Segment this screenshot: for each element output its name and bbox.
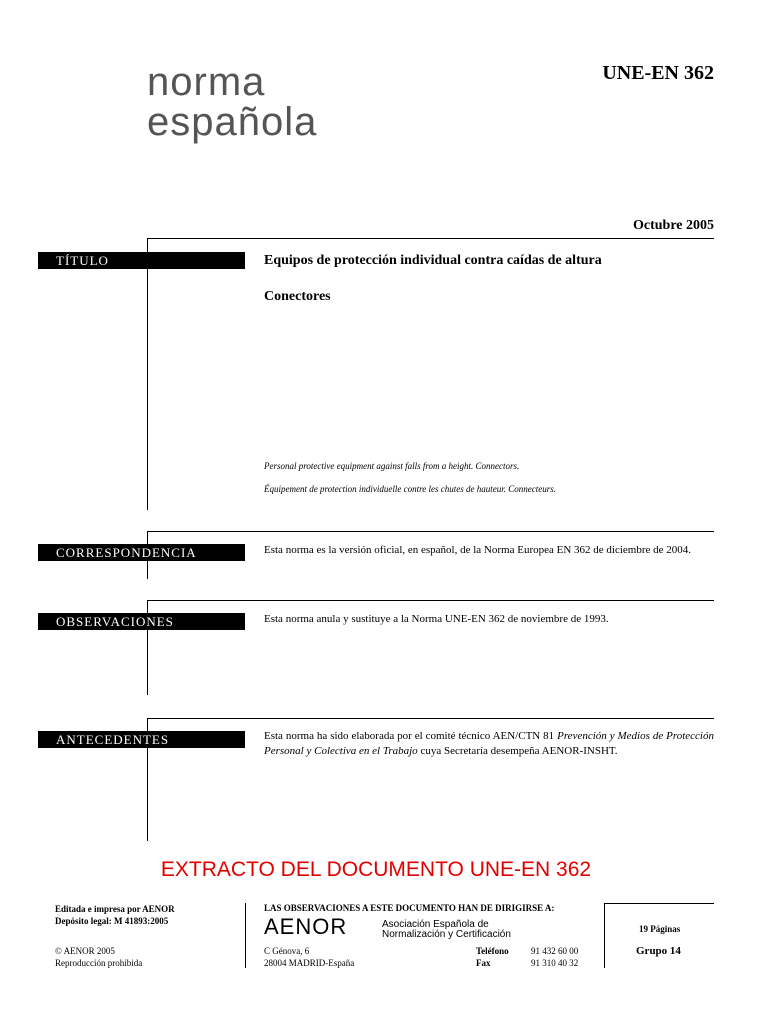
subtitle-spanish: Conectores [264, 289, 331, 304]
pages-box [604, 903, 714, 968]
section-rule-correspondencia [147, 531, 714, 532]
phone-label: Teléfono [476, 946, 509, 956]
title-english: Personal protective equipment against falls from a height. Connectors. [264, 461, 520, 471]
address-city: 28004 MADRID-España [264, 958, 355, 968]
fax-label: Fax [476, 958, 491, 968]
association-name [382, 920, 511, 940]
antecedentes-text-pre: Esta norma ha sido elaborada por el comité técnico AEN/CTN 81 [264, 730, 558, 742]
page-count: 19 Páginas [639, 924, 681, 934]
phone-number: 91 432 60 00 [531, 946, 579, 956]
norma-word: norma [147, 60, 266, 104]
standard-code: UNE-EN 362 [602, 62, 714, 84]
extract-banner: EXTRACTO DEL DOCUMENTO UNE-EN 362 [160, 858, 592, 881]
antecedentes-text-post: cuya Secretaría desempeña AENOR-INSHT. [417, 745, 618, 757]
antecedentes-text [264, 729, 714, 759]
association-line2: Normalización y Certificación [382, 929, 511, 940]
title-spanish: Equipos de protección individual contra caídas de altura [264, 253, 602, 268]
label-observaciones: OBSERVACIONES [38, 613, 245, 630]
title-french: Équipement de protection individuelle contre les chutes de hauteur. Connecteurs. [264, 484, 557, 494]
association-line1: Asociación Española de [382, 919, 489, 930]
aenor-logo: AENOR [264, 914, 348, 939]
section-vline-titulo [147, 238, 148, 510]
section-rule-antecedentes [147, 718, 714, 719]
footer-separator [245, 903, 246, 968]
observaciones-text: Esta norma anula y sustituye a la Norma UNE-EN 362 de noviembre de 1993. [264, 613, 609, 625]
fax-number: 91 310 40 32 [531, 958, 579, 968]
correspondencia-text: Esta norma es la versión oficial, en español, de la Norma Europea EN 362 de diciembre de 2004. [264, 544, 692, 556]
observations-heading: LAS OBSERVACIONES A ESTE DOCUMENTO HAN DE DIRIGIRSE A: [264, 903, 555, 913]
label-titulo: TÍTULO [38, 252, 245, 269]
footer-copyright: © AENOR 2005 [55, 946, 115, 956]
footer-edited: Editada e impresa por AENOR [55, 904, 175, 914]
espanola-word: española [147, 100, 318, 144]
footer-deposit: Depósito legal: M 41893:2005 [55, 916, 169, 926]
address-street: C Génova, 6 [264, 946, 310, 956]
antecedentes-committee-name: Prevención y Medios de Protección Personal y Colectiva en el Trabajo [264, 730, 714, 757]
label-correspondencia: CORRESPONDENCIA [38, 544, 245, 561]
section-rule-titulo [147, 238, 714, 239]
section-rule-observaciones [147, 600, 714, 601]
norma-espanola-title [147, 62, 317, 142]
price-group: Grupo 14 [636, 945, 681, 957]
footer-reproduction: Reproducción prohibida [55, 958, 143, 968]
publication-date: Octubre 2005 [632, 218, 714, 233]
label-antecedentes: ANTECEDENTES [38, 731, 245, 748]
